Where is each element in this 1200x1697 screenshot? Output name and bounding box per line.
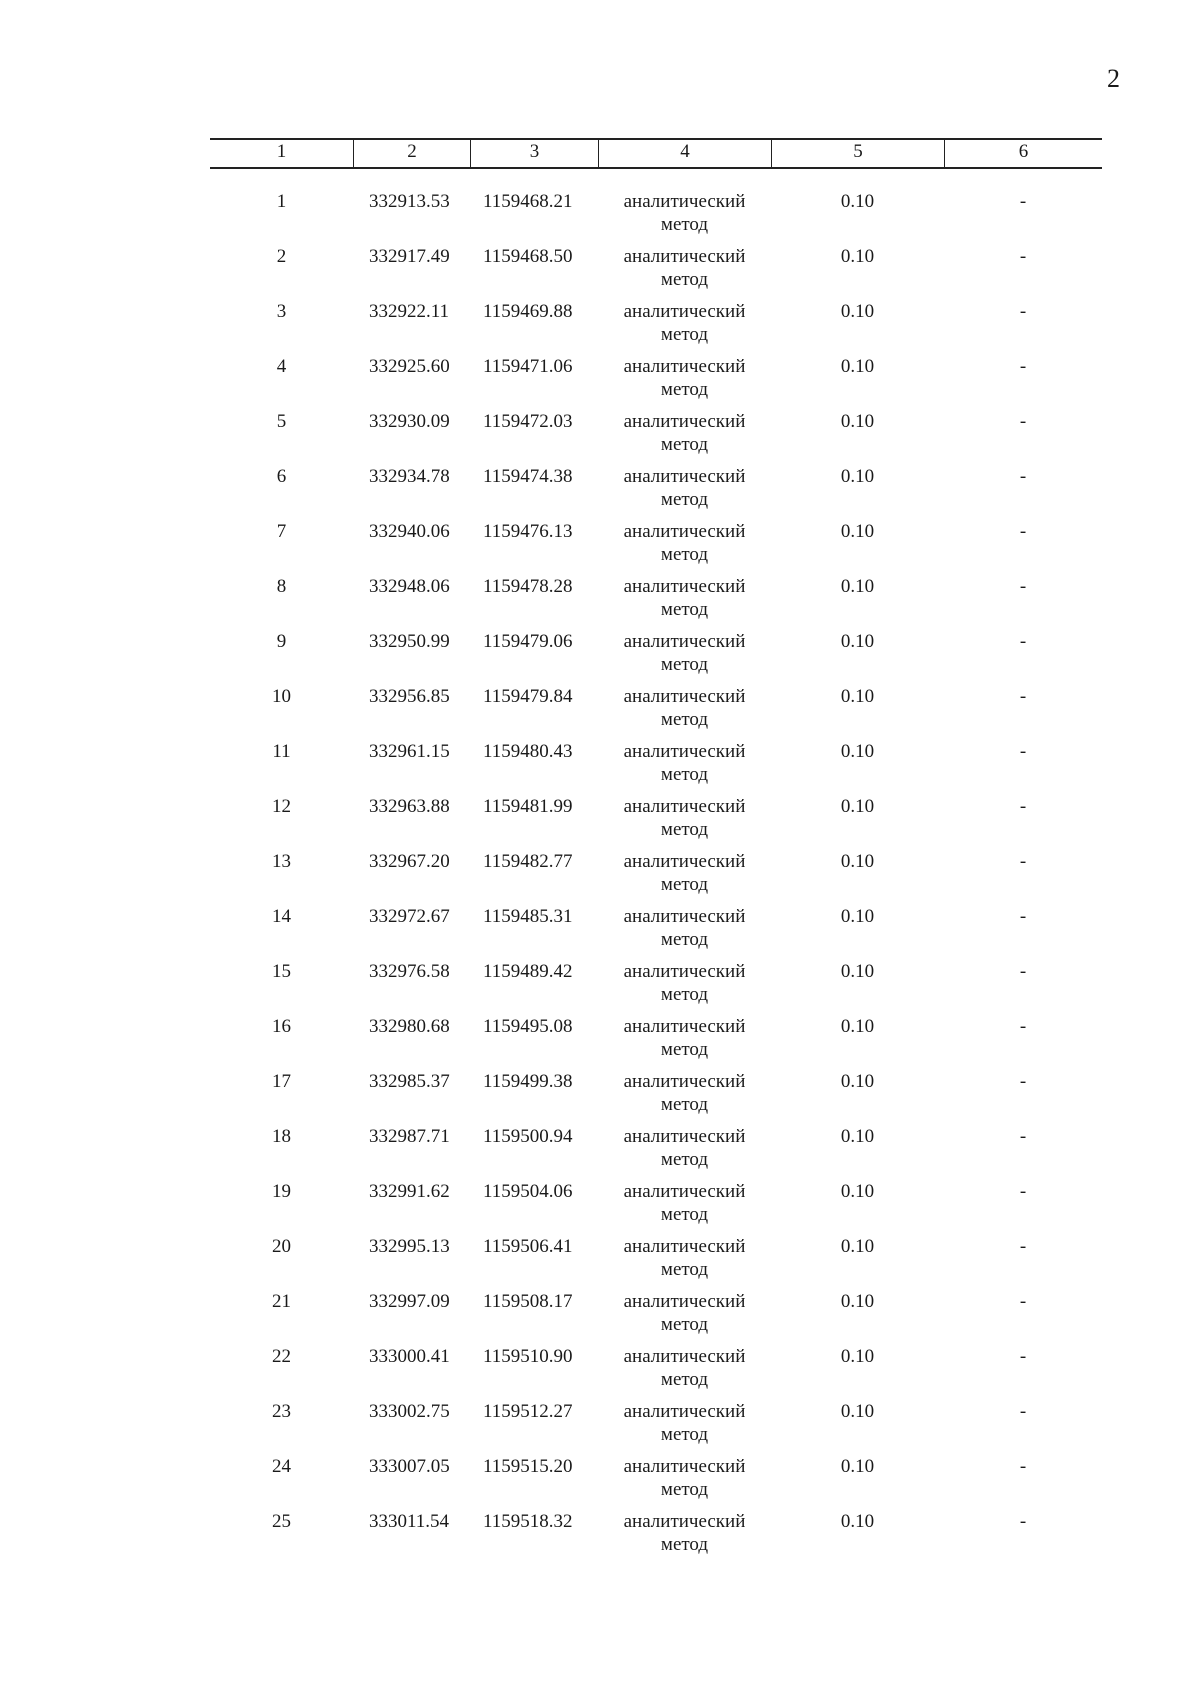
coordinate-y: 1159471.06: [483, 356, 573, 377]
point-number: 12: [272, 796, 291, 817]
coordinate-y: 1159489.42: [483, 961, 573, 982]
coordinate-x: 332991.62: [369, 1181, 450, 1202]
coordinate-y: 1159508.17: [483, 1291, 573, 1312]
method-line-2: метод: [660, 1479, 709, 1500]
method-cell: [598, 300, 771, 355]
method-line-1: аналитический: [623, 246, 746, 267]
method-cell: [598, 960, 771, 1015]
note-value: -: [1019, 246, 1027, 267]
coordinate-y: 1159479.06: [483, 631, 573, 652]
point-number: 17: [272, 1071, 291, 1092]
method-line-1: аналитический: [623, 356, 746, 377]
method-cell: [598, 190, 771, 245]
coordinate-x: 332985.37: [369, 1071, 450, 1092]
method-line-1: аналитический: [623, 631, 746, 652]
coordinate-x: 333011.54: [369, 1511, 450, 1532]
coordinate-x: 333000.41: [369, 1346, 450, 1367]
table-row: [210, 685, 1102, 740]
coordinate-x: 332922.11: [369, 301, 450, 322]
point-number: 21: [272, 1291, 291, 1312]
coordinate-y: 1159515.20: [483, 1456, 573, 1477]
coordinate-x: 332961.15: [369, 741, 450, 762]
accuracy-value: 0.10: [840, 1071, 875, 1092]
table-row: [210, 245, 1102, 300]
table-row: [210, 1125, 1102, 1180]
note-value: -: [1019, 466, 1027, 487]
point-number: 18: [272, 1126, 291, 1147]
point-number: 24: [272, 1456, 291, 1477]
point-number: 22: [272, 1346, 291, 1367]
column-header-5: 5: [771, 140, 944, 167]
method-line-1: аналитический: [623, 1456, 746, 1477]
accuracy-value: 0.10: [840, 1016, 875, 1037]
method-line-1: аналитический: [623, 741, 746, 762]
note-value: -: [1019, 576, 1027, 597]
note-value: -: [1019, 301, 1027, 322]
coordinate-y: 1159474.38: [483, 466, 573, 487]
point-number: 6: [276, 466, 287, 487]
coordinate-x: 332950.99: [369, 631, 450, 652]
note-value: -: [1019, 961, 1027, 982]
method-line-1: аналитический: [623, 576, 746, 597]
coordinate-x: 333007.05: [369, 1456, 450, 1477]
method-cell: [598, 1400, 771, 1455]
coordinate-x: 332995.13: [369, 1236, 450, 1257]
coordinate-x: 333002.75: [369, 1401, 450, 1422]
table-row: [210, 1180, 1102, 1235]
accuracy-value: 0.10: [840, 1291, 875, 1312]
coordinate-y: 1159480.43: [483, 741, 573, 762]
method-cell: [598, 1510, 771, 1565]
method-line-1: аналитический: [623, 1346, 746, 1367]
table-row: [210, 575, 1102, 630]
point-number: 25: [272, 1511, 291, 1532]
accuracy-value: 0.10: [840, 1511, 875, 1532]
point-number: 7: [276, 521, 287, 542]
table-row: [210, 1345, 1102, 1400]
accuracy-value: 0.10: [840, 576, 875, 597]
method-line-1: аналитический: [623, 1511, 746, 1532]
table-row: [210, 355, 1102, 410]
method-cell: [598, 905, 771, 960]
method-line-1: аналитический: [623, 961, 746, 982]
table-row: [210, 520, 1102, 575]
coordinate-x: 332967.20: [369, 851, 450, 872]
method-line-2: метод: [660, 379, 709, 400]
coordinate-y: 1159499.38: [483, 1071, 573, 1092]
point-number: 9: [276, 631, 287, 652]
method-line-1: аналитический: [623, 466, 746, 487]
accuracy-value: 0.10: [840, 521, 875, 542]
note-value: -: [1019, 1511, 1027, 1532]
method-line-2: метод: [660, 1039, 709, 1060]
note-value: -: [1019, 191, 1027, 212]
accuracy-value: 0.10: [840, 686, 875, 707]
accuracy-value: 0.10: [840, 1401, 875, 1422]
method-cell: [598, 630, 771, 685]
accuracy-value: 0.10: [840, 301, 875, 322]
method-line-2: метод: [660, 1534, 709, 1555]
coordinate-x: 332934.78: [369, 466, 450, 487]
accuracy-value: 0.10: [840, 1346, 875, 1367]
column-header-3: 3: [470, 140, 598, 167]
coordinate-y: 1159506.41: [483, 1236, 573, 1257]
accuracy-value: 0.10: [840, 1456, 875, 1477]
coordinate-x: 332940.06: [369, 521, 450, 542]
method-cell: [598, 740, 771, 795]
method-line-2: метод: [660, 654, 709, 675]
method-cell: [598, 685, 771, 740]
coordinate-y: 1159485.31: [483, 906, 573, 927]
point-number: 2: [276, 246, 287, 267]
note-value: -: [1019, 741, 1027, 762]
method-line-2: метод: [660, 929, 709, 950]
column-header-4: 4: [598, 140, 771, 167]
coordinate-y: 1159478.28: [483, 576, 573, 597]
method-line-2: метод: [660, 984, 709, 1005]
method-line-1: аналитический: [623, 1236, 746, 1257]
point-number: 4: [276, 356, 287, 377]
point-number: 1: [276, 191, 287, 212]
method-cell: [598, 575, 771, 630]
note-value: -: [1019, 1456, 1027, 1477]
column-header-2: 2: [353, 140, 470, 167]
note-value: -: [1019, 356, 1027, 377]
coordinate-x: 332948.06: [369, 576, 450, 597]
point-number: 11: [272, 741, 291, 762]
column-header-1: 1: [276, 141, 287, 162]
coordinate-x: 332980.68: [369, 1016, 450, 1037]
accuracy-value: 0.10: [840, 906, 875, 927]
accuracy-value: 0.10: [840, 796, 875, 817]
coordinate-x: 332956.85: [369, 686, 450, 707]
coordinate-y: 1159518.32: [483, 1511, 573, 1532]
method-line-1: аналитический: [623, 1126, 746, 1147]
coordinate-y: 1159481.99: [483, 796, 573, 817]
method-line-2: метод: [660, 709, 709, 730]
table-row: [210, 190, 1102, 245]
point-number: 19: [272, 1181, 291, 1202]
method-cell: [598, 1180, 771, 1235]
table-row: [210, 795, 1102, 850]
note-value: -: [1019, 1236, 1027, 1257]
point-number: 13: [272, 851, 291, 872]
coordinate-y: 1159482.77: [483, 851, 573, 872]
method-line-2: метод: [660, 434, 709, 455]
method-cell: [598, 245, 771, 300]
table-row: [210, 850, 1102, 905]
page-number: 2: [1107, 64, 1120, 93]
coordinate-x: 332925.60: [369, 356, 450, 377]
method-cell: [598, 410, 771, 465]
coordinate-x: 332913.53: [369, 191, 450, 212]
point-number: 3: [276, 301, 287, 322]
note-value: -: [1019, 851, 1027, 872]
note-value: -: [1019, 1016, 1027, 1037]
note-value: -: [1019, 521, 1027, 542]
method-line-2: метод: [660, 764, 709, 785]
method-line-2: метод: [660, 1149, 709, 1170]
method-line-1: аналитический: [623, 906, 746, 927]
point-number: 10: [272, 686, 291, 707]
method-line-1: аналитический: [623, 1016, 746, 1037]
method-cell: [598, 1015, 771, 1070]
table-row: [210, 960, 1102, 1015]
method-cell: [598, 795, 771, 850]
table-row: [210, 300, 1102, 355]
method-line-2: метод: [660, 269, 709, 290]
table-row: [210, 465, 1102, 520]
method-line-1: аналитический: [623, 411, 746, 432]
method-cell: [598, 1125, 771, 1180]
method-line-2: метод: [660, 1314, 709, 1335]
method-line-2: метод: [660, 1369, 709, 1390]
method-line-2: метод: [660, 1259, 709, 1280]
method-line-2: метод: [660, 1204, 709, 1225]
method-line-1: аналитический: [623, 191, 746, 212]
coordinate-x: 332987.71: [369, 1126, 450, 1147]
coordinate-x: 332917.49: [369, 246, 450, 267]
note-value: -: [1019, 1071, 1027, 1092]
note-value: -: [1019, 906, 1027, 927]
note-value: -: [1019, 686, 1027, 707]
note-value: -: [1019, 411, 1027, 432]
method-line-2: метод: [660, 599, 709, 620]
coordinate-x: 332930.09: [369, 411, 450, 432]
accuracy-value: 0.10: [840, 631, 875, 652]
method-line-2: метод: [660, 1094, 709, 1115]
method-cell: [598, 1070, 771, 1125]
coordinate-y: 1159512.27: [483, 1401, 573, 1422]
table-row: [210, 1455, 1102, 1510]
accuracy-value: 0.10: [840, 246, 875, 267]
accuracy-value: 0.10: [840, 1236, 875, 1257]
table-row: [210, 1510, 1102, 1565]
note-value: -: [1019, 1401, 1027, 1422]
coordinate-x: 332963.88: [369, 796, 450, 817]
method-line-1: аналитический: [623, 521, 746, 542]
coordinate-y: 1159472.03: [483, 411, 573, 432]
table-row: [210, 905, 1102, 960]
table-body: [210, 190, 1102, 1565]
method-line-2: метод: [660, 1424, 709, 1445]
table-header: [210, 138, 1102, 169]
table-row: [210, 1290, 1102, 1345]
accuracy-value: 0.10: [840, 411, 875, 432]
method-line-2: метод: [660, 324, 709, 345]
table-row: [210, 1070, 1102, 1125]
accuracy-value: 0.10: [840, 851, 875, 872]
method-line-2: метод: [660, 819, 709, 840]
note-value: -: [1019, 1181, 1027, 1202]
point-number: 16: [272, 1016, 291, 1037]
accuracy-value: 0.10: [840, 1126, 875, 1147]
method-line-2: метод: [660, 489, 709, 510]
method-line-1: аналитический: [623, 1071, 746, 1092]
accuracy-value: 0.10: [840, 356, 875, 377]
method-cell: [598, 520, 771, 575]
accuracy-value: 0.10: [840, 1181, 875, 1202]
method-line-2: метод: [660, 874, 709, 895]
method-line-1: аналитический: [623, 1291, 746, 1312]
accuracy-value: 0.10: [840, 466, 875, 487]
table-row: [210, 1400, 1102, 1455]
method-line-1: аналитический: [623, 1181, 746, 1202]
method-line-1: аналитический: [623, 301, 746, 322]
point-number: 14: [272, 906, 291, 927]
method-cell: [598, 1345, 771, 1400]
method-line-1: аналитический: [623, 796, 746, 817]
coordinates-table: [210, 138, 1102, 1555]
coordinate-x: 332972.67: [369, 906, 450, 927]
method-cell: [598, 850, 771, 905]
column-header-6: 6: [944, 140, 1102, 167]
point-number: 23: [272, 1401, 291, 1422]
note-value: -: [1019, 631, 1027, 652]
coordinate-y: 1159476.13: [483, 521, 573, 542]
point-number: 15: [272, 961, 291, 982]
note-value: -: [1019, 1346, 1027, 1367]
point-number: 20: [272, 1236, 291, 1257]
table-row: [210, 1015, 1102, 1070]
coordinate-y: 1159510.90: [483, 1346, 573, 1367]
method-line-1: аналитический: [623, 1401, 746, 1422]
coordinate-y: 1159479.84: [483, 686, 573, 707]
point-number: 8: [276, 576, 287, 597]
coordinate-x: 332976.58: [369, 961, 450, 982]
method-line-1: аналитический: [623, 851, 746, 872]
note-value: -: [1019, 1126, 1027, 1147]
coordinate-y: 1159468.50: [483, 246, 573, 267]
method-cell: [598, 355, 771, 410]
note-value: -: [1019, 796, 1027, 817]
method-line-1: аналитический: [623, 686, 746, 707]
coordinate-y: 1159468.21: [483, 191, 573, 212]
method-cell: [598, 1455, 771, 1510]
method-cell: [598, 465, 771, 520]
method-line-2: метод: [660, 214, 709, 235]
accuracy-value: 0.10: [840, 961, 875, 982]
point-number: 5: [276, 411, 287, 432]
accuracy-value: 0.10: [840, 741, 875, 762]
table-row: [210, 1235, 1102, 1290]
table-row: [210, 740, 1102, 795]
method-cell: [598, 1235, 771, 1290]
accuracy-value: 0.10: [840, 191, 875, 212]
coordinate-y: 1159504.06: [483, 1181, 573, 1202]
coordinate-y: 1159495.08: [483, 1016, 573, 1037]
method-line-2: метод: [660, 544, 709, 565]
coordinate-x: 332997.09: [369, 1291, 450, 1312]
table-row: [210, 630, 1102, 685]
coordinate-y: 1159469.88: [483, 301, 573, 322]
coordinate-y: 1159500.94: [483, 1126, 573, 1147]
note-value: -: [1019, 1291, 1027, 1312]
method-cell: [598, 1290, 771, 1345]
table-row: [210, 410, 1102, 465]
